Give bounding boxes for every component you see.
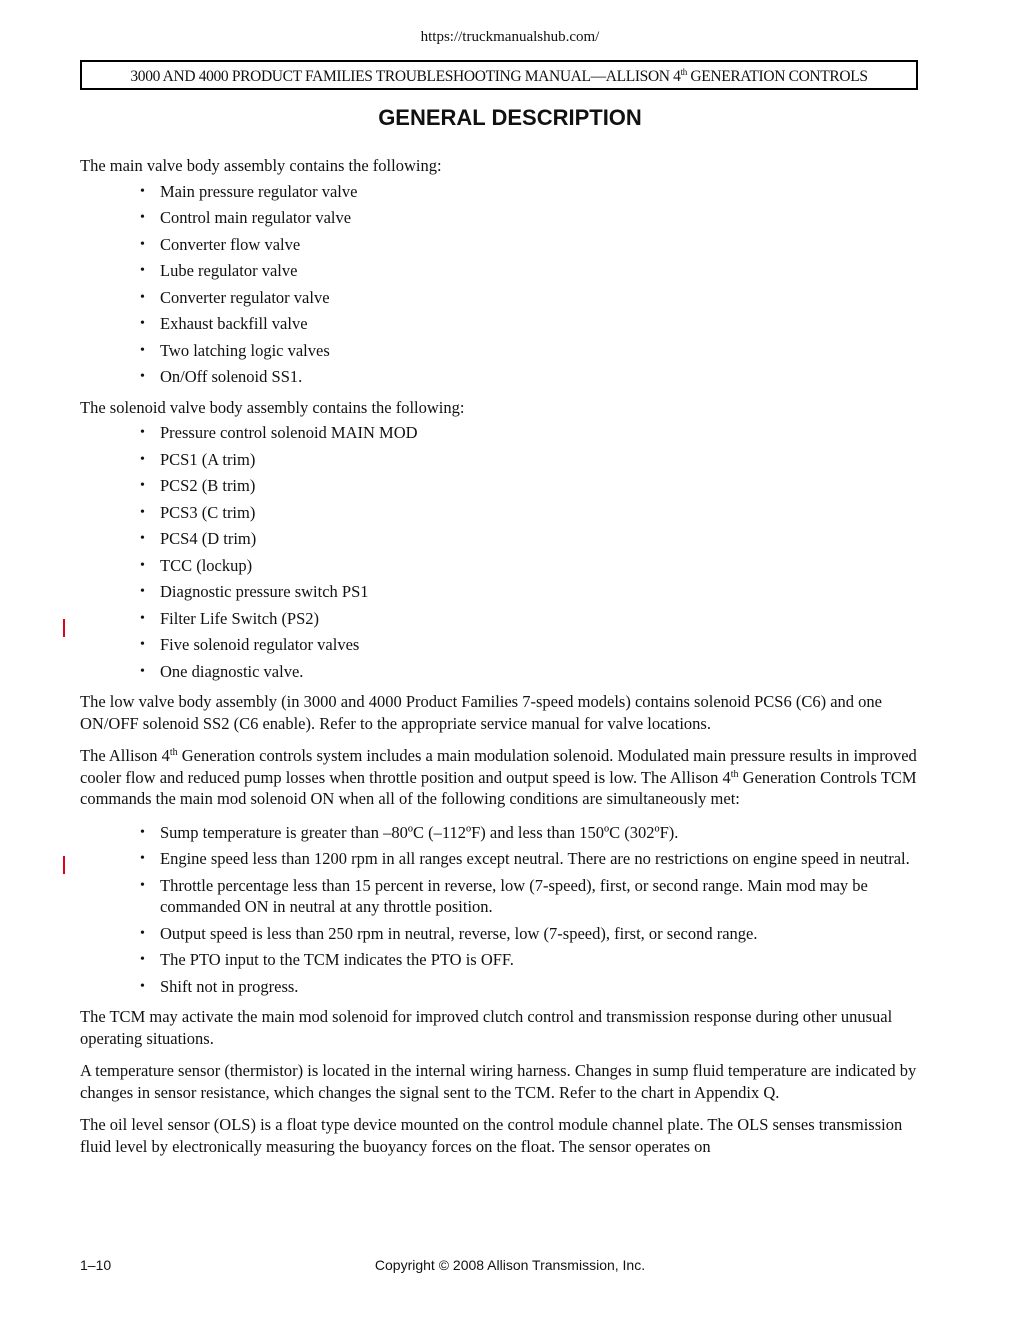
superscript-th: th — [730, 768, 739, 780]
list-item: • Output speed is less than 250 rpm in neutral, reverse, low (7-speed), first, or second range. — [160, 923, 925, 945]
solenoid-valve-list — [80, 422, 925, 682]
temp-sensor-paragraph: A temperature sensor (thermistor) is located in the internal wiring harness. Changes in sump fluid temperature are indicated by changes in sensor resistance, which changes the signal sent to the TCM. Refer to the chart in Appendix Q. — [80, 1061, 917, 1102]
list-item: • Two latching logic valves — [160, 340, 925, 362]
document-body — [80, 155, 925, 1168]
list-item: • Engine speed less than 1200 rpm in all ranges except neutral. There are no restrictions on engine speed in neutral. — [160, 848, 925, 870]
low-valve-paragraph: The low valve body assembly (in 3000 and 4000 Product Families 7-speed models) contains solenoid PCS6 (C6) and one ON/OFF solenoid SS2 (C6 enable). Refer to the appropriate service manual for valve locations. — [80, 692, 882, 733]
list-item: • The PTO input to the TCM indicates the PTO is OFF. — [160, 949, 925, 971]
list-item: • Five solenoid regulator valves — [160, 634, 925, 656]
list-item: • Throttle percentage less than 15 percent in reverse, low (7-speed), first, or second range. Main mod may be commanded ON in neutral at any throttle position. — [160, 875, 925, 918]
list-item: • PCS4 (D trim) — [160, 528, 925, 550]
list-item: • One diagnostic valve. — [160, 661, 925, 683]
superscript-th: th — [169, 747, 178, 758]
page-title: GENERAL DESCRIPTION — [378, 105, 642, 130]
list-item: • Converter regulator valve — [160, 287, 925, 309]
list-item: • PCS2 (B trim) — [160, 475, 925, 497]
main-mod-paragraph — [80, 745, 925, 810]
manual-header — [80, 60, 918, 90]
change-bar — [63, 856, 65, 874]
copyright: Copyright © 2008 Allison Transmission, Inc. — [374, 1257, 646, 1273]
main-valve-list — [80, 181, 925, 388]
main-mod-text-1: The Allison 4 — [80, 746, 170, 765]
main-mod-text-3: Generation Controls TCM commands the main mod solenoid ON when all of the following conditions are simultaneously met: — [80, 767, 917, 808]
header-superscript: th — [680, 67, 687, 77]
change-bar — [63, 619, 65, 637]
ols-paragraph: The oil level sensor (OLS) is a float type device mounted on the control module channel plate. The OLS senses transmission fluid level by electronically measuring the buoyancy forces on the float. The sensor operates on — [80, 1115, 903, 1156]
site-url[interactable]: https://truckmanualshub.com/ — [420, 29, 600, 45]
list-item: • Main pressure regulator valve — [160, 181, 925, 203]
header-text-after: GENERATION CONTROLS — [686, 68, 868, 85]
main-mod-text-2: Generation controls system includes a main modulation solenoid. Modulated main pressure results in improved cooler flow and reduced pump losses when throttle position and output speed is low. The Allison 4 — [80, 746, 917, 787]
list-item: • On/Off solenoid SS1. — [160, 366, 925, 388]
list-item: • PCS3 (C trim) — [160, 502, 925, 524]
list-item: • Diagnostic pressure switch PS1 — [160, 581, 925, 603]
tcm-paragraph: The TCM may activate the main mod solenoid for improved clutch control and transmission response during other unusual operating situations. — [80, 1007, 893, 1048]
header-text-before: 3000 AND 4000 PRODUCT FAMILIES TROUBLESHOOTING MANUAL—ALLISON 4 — [130, 68, 681, 85]
list-item: • TCC (lockup) — [160, 555, 925, 577]
list-item: • Converter flow valve — [160, 234, 925, 256]
list-item: • Control main regulator valve — [160, 207, 925, 229]
list-item: • Sump temperature is greater than –80ºC (–112ºF) and less than 150ºC (302ºF). — [160, 822, 925, 844]
list-item: • Filter Life Switch (PS2) — [160, 608, 925, 630]
list-item: • Exhaust backfill valve — [160, 313, 925, 335]
conditions-list — [80, 822, 925, 998]
list-item: • Shift not in progress. — [160, 976, 925, 998]
main-valve-intro: The main valve body assembly contains the following: — [80, 156, 442, 175]
list-item: • Lube regulator valve — [160, 260, 925, 282]
page-number: 1–10 — [80, 1257, 112, 1273]
solenoid-valve-intro: The solenoid valve body assembly contains the following: — [80, 397, 465, 417]
list-item: • Pressure control solenoid MAIN MOD — [160, 422, 925, 444]
list-item: • PCS1 (A trim) — [160, 449, 925, 471]
